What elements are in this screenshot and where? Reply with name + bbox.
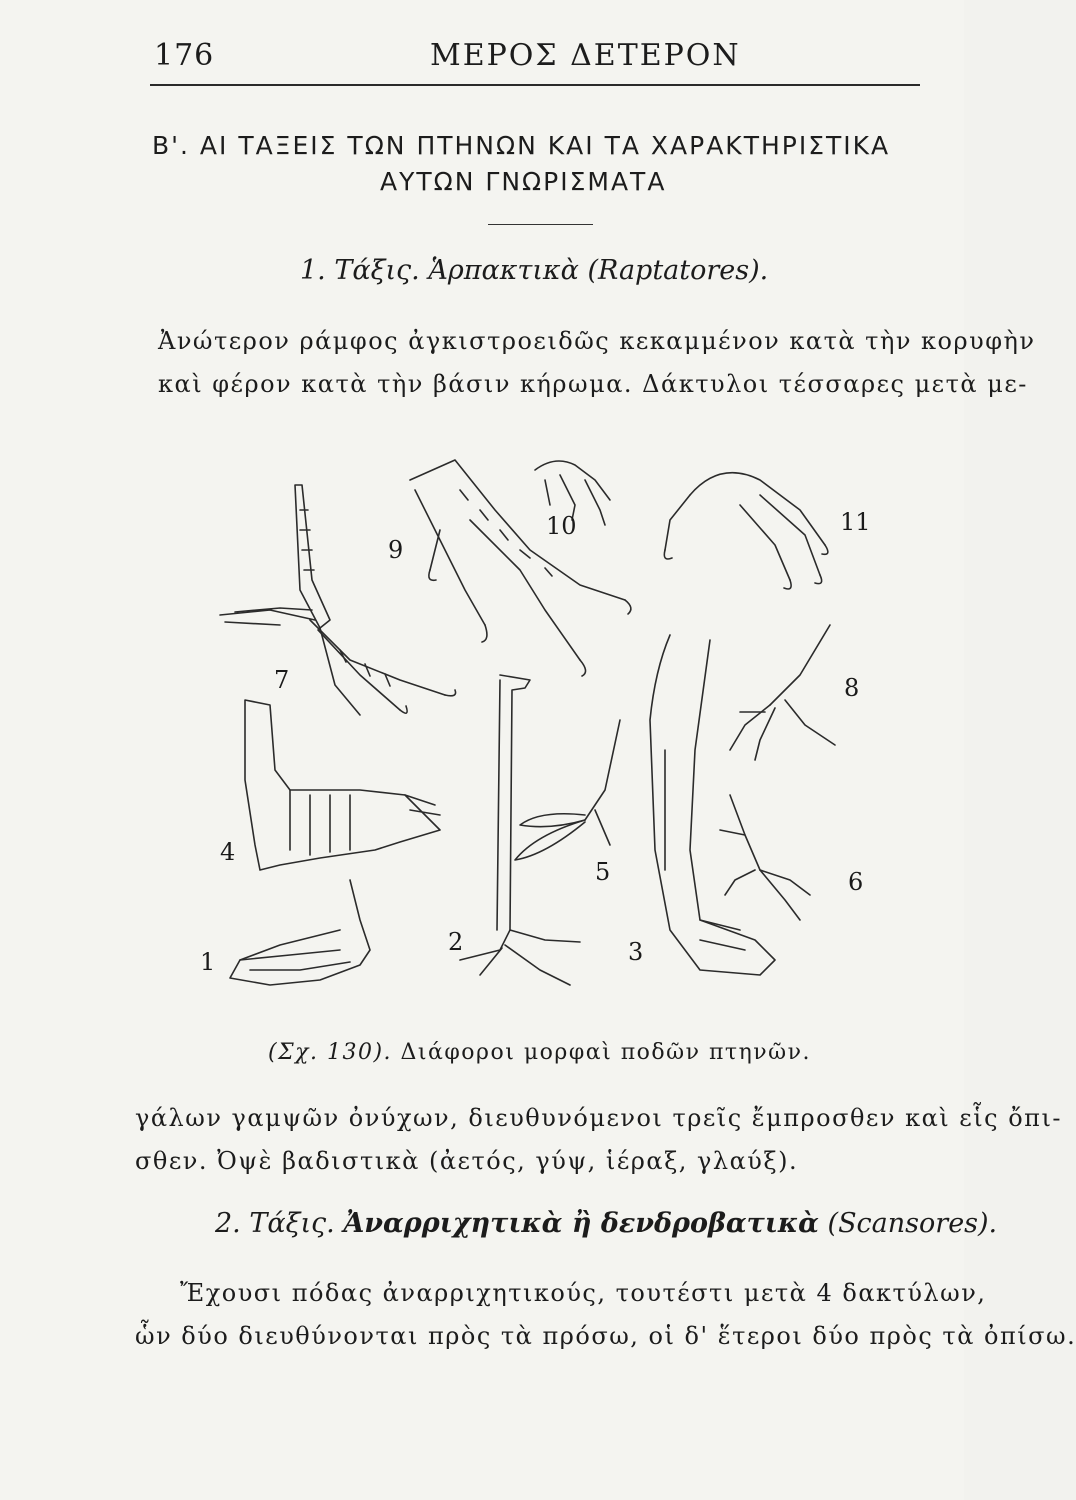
order-latin-term: (Scansores). [827, 1208, 998, 1239]
caption-figure-ref: (Σχ. 130). [268, 1040, 393, 1065]
feet-engraving [200, 450, 880, 1030]
figure-label-5: 5 [595, 858, 611, 886]
paragraph-line: γάλων γαμψῶν ὀνύχων, διευθυνόμενοι τρεῖς ἔμπροσθεν καὶ εἷς ὄπι- [135, 1104, 1062, 1132]
order-greek-term: Ἁρπακτικὰ [428, 255, 579, 286]
order-number: 1. Τάξις. [300, 255, 420, 286]
figure-label-9: 9 [388, 536, 404, 564]
bird-feet-illustration [200, 450, 880, 1030]
figure-label-3: 3 [628, 938, 644, 966]
figure-label-10: 10 [546, 512, 577, 540]
section-title-line2: ΑΥΤΩΝ ΓΝΩΡΙΣΜΑΤΑ [380, 167, 667, 196]
section-title-line1: Β'. ΑΙ ΤΑΞΕΙΣ ΤΩΝ ΠΤΗΝΩΝ ΚΑΙ ΤΑ ΧΑΡΑΚΤΗΡΙΣΤΙΚΑ [152, 131, 891, 160]
foot-figure-2 [460, 675, 580, 985]
foot-figure-10 [410, 460, 631, 676]
foot-figure-4 [245, 700, 440, 870]
paragraph-line: ὧν δύο διευθύνονται πρὸς τὰ πρόσω, οἱ δ' ἕτεροι δύο πρὸς τὰ ὀπίσω. [135, 1322, 1076, 1350]
order-number: 2. Τάξις. [215, 1208, 335, 1239]
figure-label-2: 2 [448, 928, 464, 956]
section-title [150, 128, 920, 200]
running-head: ΜΕΡΟΣ ΔΕΤΕΡΟΝ [430, 38, 741, 73]
order-greek-term: Ἀναρριχητικὰ ἢ δενδροβατικὰ [343, 1208, 819, 1239]
paragraph-line: σθεν. Ὀψὲ βαδιστικὰ (ἀετός, γύψ, ἱέραξ, γλαύξ). [135, 1147, 799, 1175]
paragraph-raptatores-cont [135, 1097, 1062, 1183]
order-heading-raptatores [300, 255, 768, 286]
divider-rule [488, 224, 593, 225]
header-rule [150, 84, 920, 86]
paragraph-line: Ἀνώτερον ράμφος ἀγκιστροειδῶς κεκαμμένον κατὰ τὴν κορυφὴν [158, 327, 1036, 355]
figure-label-4: 4 [220, 838, 236, 866]
foot-figure-11 [664, 473, 828, 589]
paragraph-scansores [135, 1272, 1076, 1358]
page-header [150, 38, 920, 82]
figure-label-7: 7 [274, 666, 290, 694]
figure-label-6: 6 [848, 868, 864, 896]
page-number: 176 [154, 38, 215, 73]
foot-figure-3 [650, 635, 775, 975]
paragraph-raptatores-intro [158, 320, 1035, 406]
foot-figure-1 [230, 880, 370, 985]
paragraph-line: καὶ φέρον κατὰ τὴν βάσιν κήρωμα. Δάκτυλοι τέσσαρες μετὰ με- [158, 370, 1028, 398]
foot-figure-9 [235, 485, 456, 715]
figure-label-11: 11 [840, 508, 871, 536]
paragraph-line: Ἔχουσι πόδας ἀναρριχητικούς, τουτέστι μετὰ 4 δακτύλων, [180, 1279, 987, 1307]
order-latin-term: (Raptatores). [587, 255, 769, 286]
caption-text: Διάφοροι μορφαὶ ποδῶν πτηνῶν. [400, 1040, 811, 1065]
foot-figure-5 [515, 720, 620, 860]
foot-figure-6 [720, 795, 810, 920]
figure-caption [268, 1040, 811, 1065]
figure-label-1: 1 [200, 948, 216, 976]
order-heading-scansores [215, 1208, 997, 1239]
figure-label-8: 8 [844, 674, 860, 702]
foot-figure-8 [730, 625, 835, 760]
